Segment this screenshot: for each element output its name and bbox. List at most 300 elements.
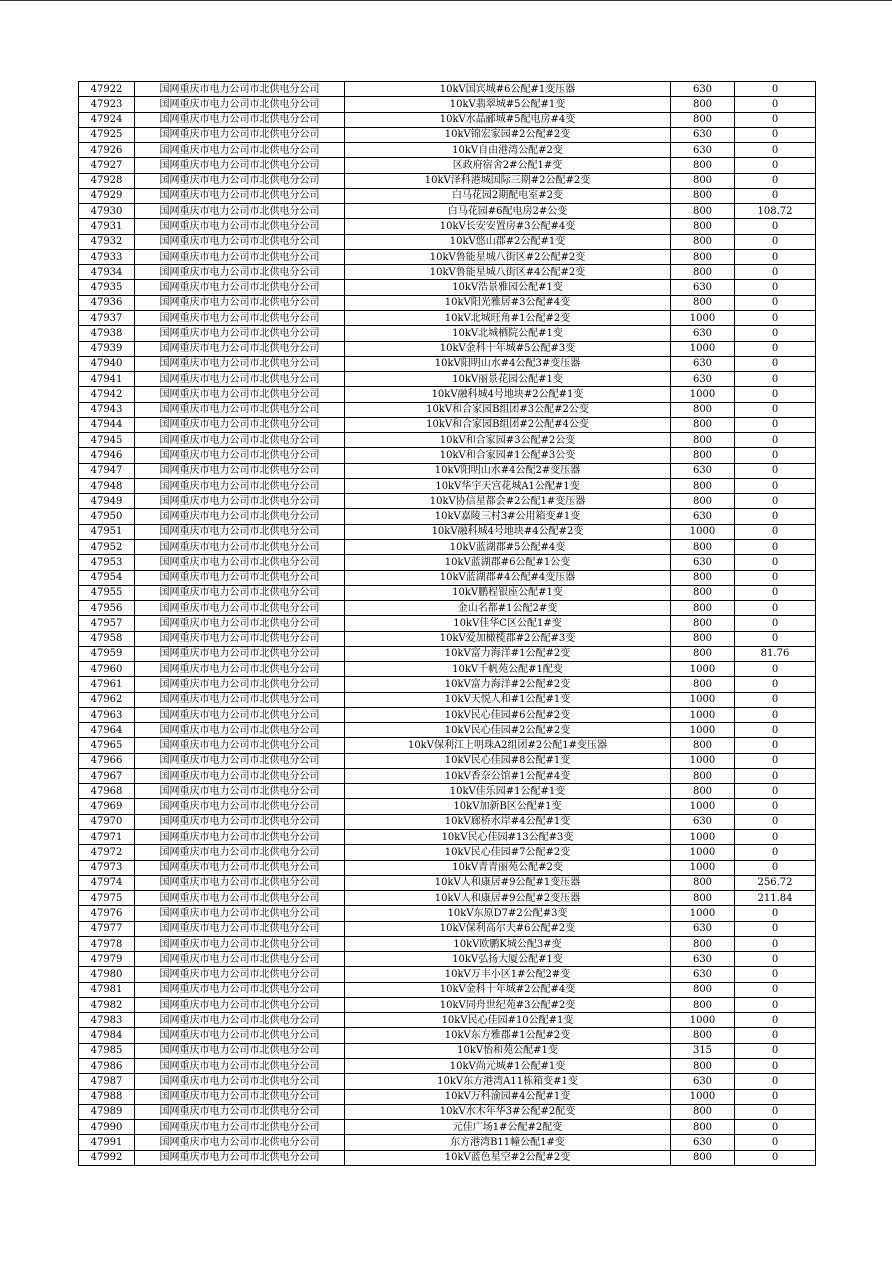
org-cell: 国网重庆市电力公司市北供电分公司 [135, 433, 345, 448]
row-id-cell: 47958 [79, 631, 135, 646]
transformer-name-cell: 10kV金科十年城#5公配#3变 [345, 341, 671, 356]
row-id-cell: 47971 [79, 830, 135, 845]
row-id-cell: 47956 [79, 601, 135, 616]
row-id-cell: 47927 [79, 158, 135, 173]
org-cell: 国网重庆市电力公司市北供电分公司 [135, 158, 345, 173]
row-id-cell: 47967 [79, 768, 135, 783]
org-cell: 国网重庆市电力公司市北供电分公司 [135, 601, 345, 616]
capacity-cell: 800 [671, 494, 735, 509]
row-id-cell: 47943 [79, 402, 135, 417]
capacity-cell: 1000 [671, 692, 735, 707]
transformer-name-cell: 10kV爱加橄榄郡#2公配#3变 [345, 631, 671, 646]
transformer-name-cell: 10kV怡和苑公配#1变 [345, 1043, 671, 1058]
row-id-cell: 47968 [79, 784, 135, 799]
row-id-cell: 47930 [79, 204, 135, 219]
row-id-cell: 47923 [79, 97, 135, 112]
transformer-name-cell: 10kV丽景花园公配#1变 [345, 372, 671, 387]
org-cell: 国网重庆市电力公司市北供电分公司 [135, 524, 345, 539]
value-cell: 0 [735, 173, 816, 188]
capacity-cell: 1000 [671, 387, 735, 402]
value-cell: 0 [735, 585, 816, 600]
value-cell: 0 [735, 234, 816, 249]
org-cell: 国网重庆市电力公司市北供电分公司 [135, 1150, 345, 1165]
value-cell: 0 [735, 799, 816, 814]
capacity-cell: 1000 [671, 845, 735, 860]
table-row [79, 738, 816, 753]
transformer-name-cell: 10kV水木年华3#公配#2配变 [345, 1104, 671, 1119]
org-cell: 国网重庆市电力公司市北供电分公司 [135, 982, 345, 997]
table-row [79, 646, 816, 661]
org-cell: 国网重庆市电力公司市北供电分公司 [135, 662, 345, 677]
transformer-name-cell: 10kV嘉陵三村3#公用箱变#1变 [345, 509, 671, 524]
value-cell: 0 [735, 509, 816, 524]
table-row [79, 707, 816, 722]
row-id-cell: 47985 [79, 1043, 135, 1058]
table-row [79, 830, 816, 845]
table-row [79, 936, 816, 951]
value-cell: 0 [735, 570, 816, 585]
capacity-cell: 800 [671, 1059, 735, 1074]
transformer-name-cell: 10kV加新B区公配#1变 [345, 799, 671, 814]
row-id-cell: 47983 [79, 1013, 135, 1028]
transformer-name-cell: 10kV富力海洋#1公配#2变 [345, 646, 671, 661]
org-cell: 国网重庆市电力公司市北供电分公司 [135, 1043, 345, 1058]
capacity-cell: 800 [671, 601, 735, 616]
org-cell: 国网重庆市电力公司市北供电分公司 [135, 967, 345, 982]
table-row [79, 891, 816, 906]
row-id-cell: 47980 [79, 967, 135, 982]
row-id-cell: 47988 [79, 1089, 135, 1104]
value-cell: 0 [735, 738, 816, 753]
row-id-cell: 47962 [79, 692, 135, 707]
row-id-cell: 47959 [79, 646, 135, 661]
transformer-name-cell: 10kV蓝色星空#2公配#2变 [345, 1150, 671, 1165]
capacity-cell: 800 [671, 402, 735, 417]
capacity-cell: 800 [671, 891, 735, 906]
transformer-name-cell: 10kV鲁能星城八街区#4公配#2变 [345, 265, 671, 280]
value-cell: 0 [735, 372, 816, 387]
transformer-name-cell: 10kV蓝湖郡#6公配#1公变 [345, 555, 671, 570]
capacity-cell: 630 [671, 1135, 735, 1150]
transformer-name-cell: 10kV泽科港城国际三期#2公配#2变 [345, 173, 671, 188]
value-cell: 0 [735, 433, 816, 448]
transformer-name-cell: 10kV万科渝园#4公配#1变 [345, 1089, 671, 1104]
table-row [79, 539, 816, 554]
capacity-cell: 800 [671, 646, 735, 661]
org-cell: 国网重庆市电力公司市北供电分公司 [135, 921, 345, 936]
transformer-name-cell: 10kV民心佳园#10公配#1变 [345, 1013, 671, 1028]
capacity-cell: 800 [671, 204, 735, 219]
capacity-cell: 800 [671, 616, 735, 631]
capacity-cell: 800 [671, 631, 735, 646]
value-cell: 256.72 [735, 875, 816, 890]
org-cell: 国网重庆市电力公司市北供电分公司 [135, 448, 345, 463]
table-row [79, 448, 816, 463]
capacity-cell: 800 [671, 997, 735, 1012]
capacity-cell: 1000 [671, 753, 735, 768]
value-cell: 0 [735, 1028, 816, 1043]
table-row [79, 677, 816, 692]
table-row [79, 982, 816, 997]
value-cell: 0 [735, 417, 816, 432]
transformer-table [78, 81, 816, 1166]
capacity-cell: 800 [671, 112, 735, 127]
row-id-cell: 47926 [79, 143, 135, 158]
value-cell: 0 [735, 631, 816, 646]
org-cell: 国网重庆市电力公司市北供电分公司 [135, 1089, 345, 1104]
transformer-name-cell: 10kV东原D7#2公配#3变 [345, 906, 671, 921]
transformer-name-cell: 10kV水晶郦城#5配电房#4变 [345, 112, 671, 127]
table-row [79, 692, 816, 707]
table-row [79, 280, 816, 295]
value-cell: 0 [735, 784, 816, 799]
row-id-cell: 47964 [79, 723, 135, 738]
transformer-name-cell: 10kV金科十年城#2公配#4变 [345, 982, 671, 997]
transformer-name-cell: 10kV阳明山水#4公配2#变压器 [345, 463, 671, 478]
org-cell: 国网重庆市电力公司市北供电分公司 [135, 478, 345, 493]
row-id-cell: 47922 [79, 82, 135, 97]
transformer-name-cell: 东方港湾B11幢公配1#变 [345, 1135, 671, 1150]
org-cell: 国网重庆市电力公司市北供电分公司 [135, 997, 345, 1012]
transformer-name-cell: 10kV千帆苑公配#1配变 [345, 662, 671, 677]
table-row [79, 417, 816, 432]
value-cell: 0 [735, 326, 816, 341]
org-cell: 国网重庆市电力公司市北供电分公司 [135, 310, 345, 325]
value-cell: 0 [735, 97, 816, 112]
table-row [79, 1150, 816, 1165]
row-id-cell: 47950 [79, 509, 135, 524]
transformer-name-cell: 10kV廊桥水岸#4公配#1变 [345, 814, 671, 829]
row-id-cell: 47939 [79, 341, 135, 356]
capacity-cell: 800 [671, 433, 735, 448]
row-id-cell: 47990 [79, 1120, 135, 1135]
capacity-cell: 630 [671, 814, 735, 829]
value-cell: 0 [735, 662, 816, 677]
capacity-cell: 1000 [671, 799, 735, 814]
value-cell: 0 [735, 845, 816, 860]
table-row [79, 341, 816, 356]
row-id-cell: 47934 [79, 265, 135, 280]
capacity-cell: 630 [671, 921, 735, 936]
value-cell: 0 [735, 1104, 816, 1119]
row-id-cell: 47979 [79, 952, 135, 967]
capacity-cell: 630 [671, 127, 735, 142]
row-id-cell: 47954 [79, 570, 135, 585]
transformer-name-cell: 10kV欧鹏K城公配3#变 [345, 936, 671, 951]
transformer-name-cell: 10kV万丰小区1#公配2#变 [345, 967, 671, 982]
row-id-cell: 47949 [79, 494, 135, 509]
table-row [79, 127, 816, 142]
transformer-name-cell: 10kV和合家园#3公配#2公变 [345, 433, 671, 448]
table-row [79, 723, 816, 738]
row-id-cell: 47974 [79, 875, 135, 890]
row-id-cell: 47973 [79, 860, 135, 875]
transformer-name-cell: 10kV融科城4号地块#4公配#2变 [345, 524, 671, 539]
value-cell: 0 [735, 295, 816, 310]
org-cell: 国网重庆市电力公司市北供电分公司 [135, 219, 345, 234]
org-cell: 国网重庆市电力公司市北供电分公司 [135, 97, 345, 112]
capacity-cell: 800 [671, 738, 735, 753]
org-cell: 国网重庆市电力公司市北供电分公司 [135, 860, 345, 875]
row-id-cell: 47976 [79, 906, 135, 921]
table-row [79, 768, 816, 783]
value-cell: 0 [735, 906, 816, 921]
table-row [79, 143, 816, 158]
value-cell: 0 [735, 188, 816, 203]
org-cell: 国网重庆市电力公司市北供电分公司 [135, 906, 345, 921]
table-row [79, 952, 816, 967]
transformer-name-cell: 10kV和合家园#1公配#3公变 [345, 448, 671, 463]
value-cell: 0 [735, 1074, 816, 1089]
table-row [79, 310, 816, 325]
transformer-name-cell: 区政府宿舍2#公配1#变 [345, 158, 671, 173]
value-cell: 0 [735, 219, 816, 234]
capacity-cell: 630 [671, 1074, 735, 1089]
value-cell: 0 [735, 1120, 816, 1135]
transformer-name-cell: 10kV长安安置房#3公配#4变 [345, 219, 671, 234]
transformer-name-cell: 10kV北城栖院公配#1变 [345, 326, 671, 341]
row-id-cell: 47928 [79, 173, 135, 188]
row-id-cell: 47978 [79, 936, 135, 951]
org-cell: 国网重庆市电力公司市北供电分公司 [135, 82, 345, 97]
transformer-name-cell: 10kV尚元城#1公配#1变 [345, 1059, 671, 1074]
value-cell: 0 [735, 997, 816, 1012]
row-id-cell: 47933 [79, 249, 135, 264]
capacity-cell: 1000 [671, 707, 735, 722]
table-row [79, 875, 816, 890]
org-cell: 国网重庆市电力公司市北供电分公司 [135, 1135, 345, 1150]
transformer-name-cell: 10kV弘扬大厦公配#1变 [345, 952, 671, 967]
transformer-name-cell: 白马花园2期配电室#2变 [345, 188, 671, 203]
capacity-cell: 800 [671, 295, 735, 310]
org-cell: 国网重庆市电力公司市北供电分公司 [135, 463, 345, 478]
value-cell: 211.84 [735, 891, 816, 906]
org-cell: 国网重庆市电力公司市北供电分公司 [135, 555, 345, 570]
row-id-cell: 47957 [79, 616, 135, 631]
row-id-cell: 47946 [79, 448, 135, 463]
transformer-name-cell: 10kV富力海洋#2公配#2变 [345, 677, 671, 692]
capacity-cell: 800 [671, 265, 735, 280]
transformer-name-cell: 10kV阳光雅居#3公配#4变 [345, 295, 671, 310]
transformer-name-cell: 元佳广场1#公配#2配变 [345, 1120, 671, 1135]
table-row [79, 860, 816, 875]
org-cell: 国网重庆市电力公司市北供电分公司 [135, 753, 345, 768]
row-id-cell: 47955 [79, 585, 135, 600]
row-id-cell: 47952 [79, 539, 135, 554]
org-cell: 国网重庆市电力公司市北供电分公司 [135, 341, 345, 356]
table-row [79, 433, 816, 448]
table-row [79, 967, 816, 982]
org-cell: 国网重庆市电力公司市北供电分公司 [135, 509, 345, 524]
transformer-name-cell: 金山名都#1公配2#变 [345, 601, 671, 616]
capacity-cell: 800 [671, 188, 735, 203]
value-cell: 0 [735, 494, 816, 509]
value-cell: 0 [735, 1059, 816, 1074]
capacity-cell: 800 [671, 1120, 735, 1135]
transformer-name-cell: 10kV锦宏家园#2公配#2变 [345, 127, 671, 142]
row-id-cell: 47935 [79, 280, 135, 295]
org-cell: 国网重庆市电力公司市北供电分公司 [135, 692, 345, 707]
top-border-line [0, 0, 892, 1]
org-cell: 国网重庆市电力公司市北供电分公司 [135, 891, 345, 906]
value-cell: 0 [735, 616, 816, 631]
row-id-cell: 47987 [79, 1074, 135, 1089]
org-cell: 国网重庆市电力公司市北供电分公司 [135, 707, 345, 722]
transformer-name-cell: 10kV鹏程银座公配#1变 [345, 585, 671, 600]
org-cell: 国网重庆市电力公司市北供电分公司 [135, 646, 345, 661]
value-cell: 0 [735, 249, 816, 264]
capacity-cell: 800 [671, 478, 735, 493]
capacity-cell: 800 [671, 784, 735, 799]
value-cell: 0 [735, 539, 816, 554]
org-cell: 国网重庆市电力公司市北供电分公司 [135, 280, 345, 295]
capacity-cell: 1000 [671, 830, 735, 845]
table-row [79, 463, 816, 478]
value-cell: 0 [735, 310, 816, 325]
value-cell: 0 [735, 860, 816, 875]
row-id-cell: 47925 [79, 127, 135, 142]
org-cell: 国网重庆市电力公司市北供电分公司 [135, 738, 345, 753]
capacity-cell: 630 [671, 463, 735, 478]
table-row [79, 82, 816, 97]
org-cell: 国网重庆市电力公司市北供电分公司 [135, 830, 345, 845]
org-cell: 国网重庆市电力公司市北供电分公司 [135, 875, 345, 890]
capacity-cell: 1000 [671, 723, 735, 738]
table-row [79, 112, 816, 127]
org-cell: 国网重庆市电力公司市北供电分公司 [135, 143, 345, 158]
capacity-cell: 800 [671, 677, 735, 692]
table-row [79, 585, 816, 600]
table-row [79, 234, 816, 249]
capacity-cell: 800 [671, 936, 735, 951]
transformer-name-cell: 10kV保利江上明珠A2组团#2公配1#变压器 [345, 738, 671, 753]
table-row [79, 265, 816, 280]
value-cell: 0 [735, 967, 816, 982]
transformer-name-cell: 10kV蓝湖郡#4公配#4变压器 [345, 570, 671, 585]
table-row [79, 616, 816, 631]
capacity-cell: 630 [671, 952, 735, 967]
capacity-cell: 630 [671, 326, 735, 341]
org-cell: 国网重庆市电力公司市北供电分公司 [135, 372, 345, 387]
table-row [79, 249, 816, 264]
row-id-cell: 47931 [79, 219, 135, 234]
table-row [79, 1135, 816, 1150]
org-cell: 国网重庆市电力公司市北供电分公司 [135, 173, 345, 188]
transformer-name-cell: 10kV东方港湾A11栋箱变#1变 [345, 1074, 671, 1089]
value-cell: 0 [735, 677, 816, 692]
row-id-cell: 47982 [79, 997, 135, 1012]
value-cell: 0 [735, 1135, 816, 1150]
transformer-name-cell: 10kV浩景雅园公配#1变 [345, 280, 671, 295]
table-row [79, 906, 816, 921]
capacity-cell: 800 [671, 249, 735, 264]
transformer-name-cell: 10kV阳明山水#4公配3#变压器 [345, 356, 671, 371]
value-cell: 0 [735, 692, 816, 707]
org-cell: 国网重庆市电力公司市北供电分公司 [135, 585, 345, 600]
capacity-cell: 800 [671, 417, 735, 432]
row-id-cell: 47966 [79, 753, 135, 768]
value-cell: 0 [735, 601, 816, 616]
table-row [79, 1059, 816, 1074]
org-cell: 国网重庆市电力公司市北供电分公司 [135, 1120, 345, 1135]
capacity-cell: 800 [671, 875, 735, 890]
org-cell: 国网重庆市电力公司市北供电分公司 [135, 204, 345, 219]
org-cell: 国网重庆市电力公司市北供电分公司 [135, 768, 345, 783]
row-id-cell: 47924 [79, 112, 135, 127]
transformer-name-cell: 10kV协信星都会#2公配1#变压器 [345, 494, 671, 509]
value-cell: 0 [735, 555, 816, 570]
org-cell: 国网重庆市电力公司市北供电分公司 [135, 295, 345, 310]
capacity-cell: 630 [671, 372, 735, 387]
org-cell: 国网重庆市电力公司市北供电分公司 [135, 387, 345, 402]
table-row [79, 814, 816, 829]
transformer-name-cell: 10kV佳乐园#1公配#1变 [345, 784, 671, 799]
value-cell: 0 [735, 478, 816, 493]
table-row [79, 402, 816, 417]
value-cell: 0 [735, 82, 816, 97]
value-cell: 108.72 [735, 204, 816, 219]
table-row [79, 921, 816, 936]
transformer-name-cell: 10kV保利高尔夫#6公配#2变 [345, 921, 671, 936]
table-row [79, 570, 816, 585]
value-cell: 81.76 [735, 646, 816, 661]
transformer-name-cell: 10kV人和康居#9公配#1变压器 [345, 875, 671, 890]
table-row [79, 1013, 816, 1028]
transformer-name-cell: 10kV天悦人和#1公配#1变 [345, 692, 671, 707]
transformer-name-cell: 10kV融科城4号地块#2公配#1变 [345, 387, 671, 402]
table-row [79, 158, 816, 173]
table-row [79, 1074, 816, 1089]
row-id-cell: 47969 [79, 799, 135, 814]
row-id-cell: 47963 [79, 707, 135, 722]
table-row [79, 1120, 816, 1135]
capacity-cell: 1000 [671, 662, 735, 677]
capacity-cell: 800 [671, 585, 735, 600]
org-cell: 国网重庆市电力公司市北供电分公司 [135, 356, 345, 371]
capacity-cell: 1000 [671, 524, 735, 539]
capacity-cell: 800 [671, 1150, 735, 1165]
org-cell: 国网重庆市电力公司市北供电分公司 [135, 814, 345, 829]
value-cell: 0 [735, 387, 816, 402]
org-cell: 国网重庆市电力公司市北供电分公司 [135, 952, 345, 967]
table-row [79, 1043, 816, 1058]
value-cell: 0 [735, 936, 816, 951]
value-cell: 0 [735, 952, 816, 967]
row-id-cell: 47951 [79, 524, 135, 539]
value-cell: 0 [735, 112, 816, 127]
transformer-name-cell: 10kV人和康居#9公配#2变压器 [345, 891, 671, 906]
capacity-cell: 630 [671, 967, 735, 982]
transformer-name-cell: 10kV悠山郡#2公配#1变 [345, 234, 671, 249]
capacity-cell: 315 [671, 1043, 735, 1058]
capacity-cell: 1000 [671, 310, 735, 325]
value-cell: 0 [735, 1013, 816, 1028]
capacity-cell: 1000 [671, 1013, 735, 1028]
org-cell: 国网重庆市电力公司市北供电分公司 [135, 188, 345, 203]
table-row [79, 799, 816, 814]
org-cell: 国网重庆市电力公司市北供电分公司 [135, 234, 345, 249]
transformer-name-cell: 10kV民心佳园#6公配#2变 [345, 707, 671, 722]
org-cell: 国网重庆市电力公司市北供电分公司 [135, 1013, 345, 1028]
value-cell: 0 [735, 1043, 816, 1058]
value-cell: 0 [735, 158, 816, 173]
org-cell: 国网重庆市电力公司市北供电分公司 [135, 326, 345, 341]
org-cell: 国网重庆市电力公司市北供电分公司 [135, 799, 345, 814]
transformer-name-cell: 10kV青青丽苑公配#2变 [345, 860, 671, 875]
capacity-cell: 630 [671, 555, 735, 570]
transformer-name-cell: 10kV蓝湖郡#5公配#4变 [345, 539, 671, 554]
row-id-cell: 47945 [79, 433, 135, 448]
